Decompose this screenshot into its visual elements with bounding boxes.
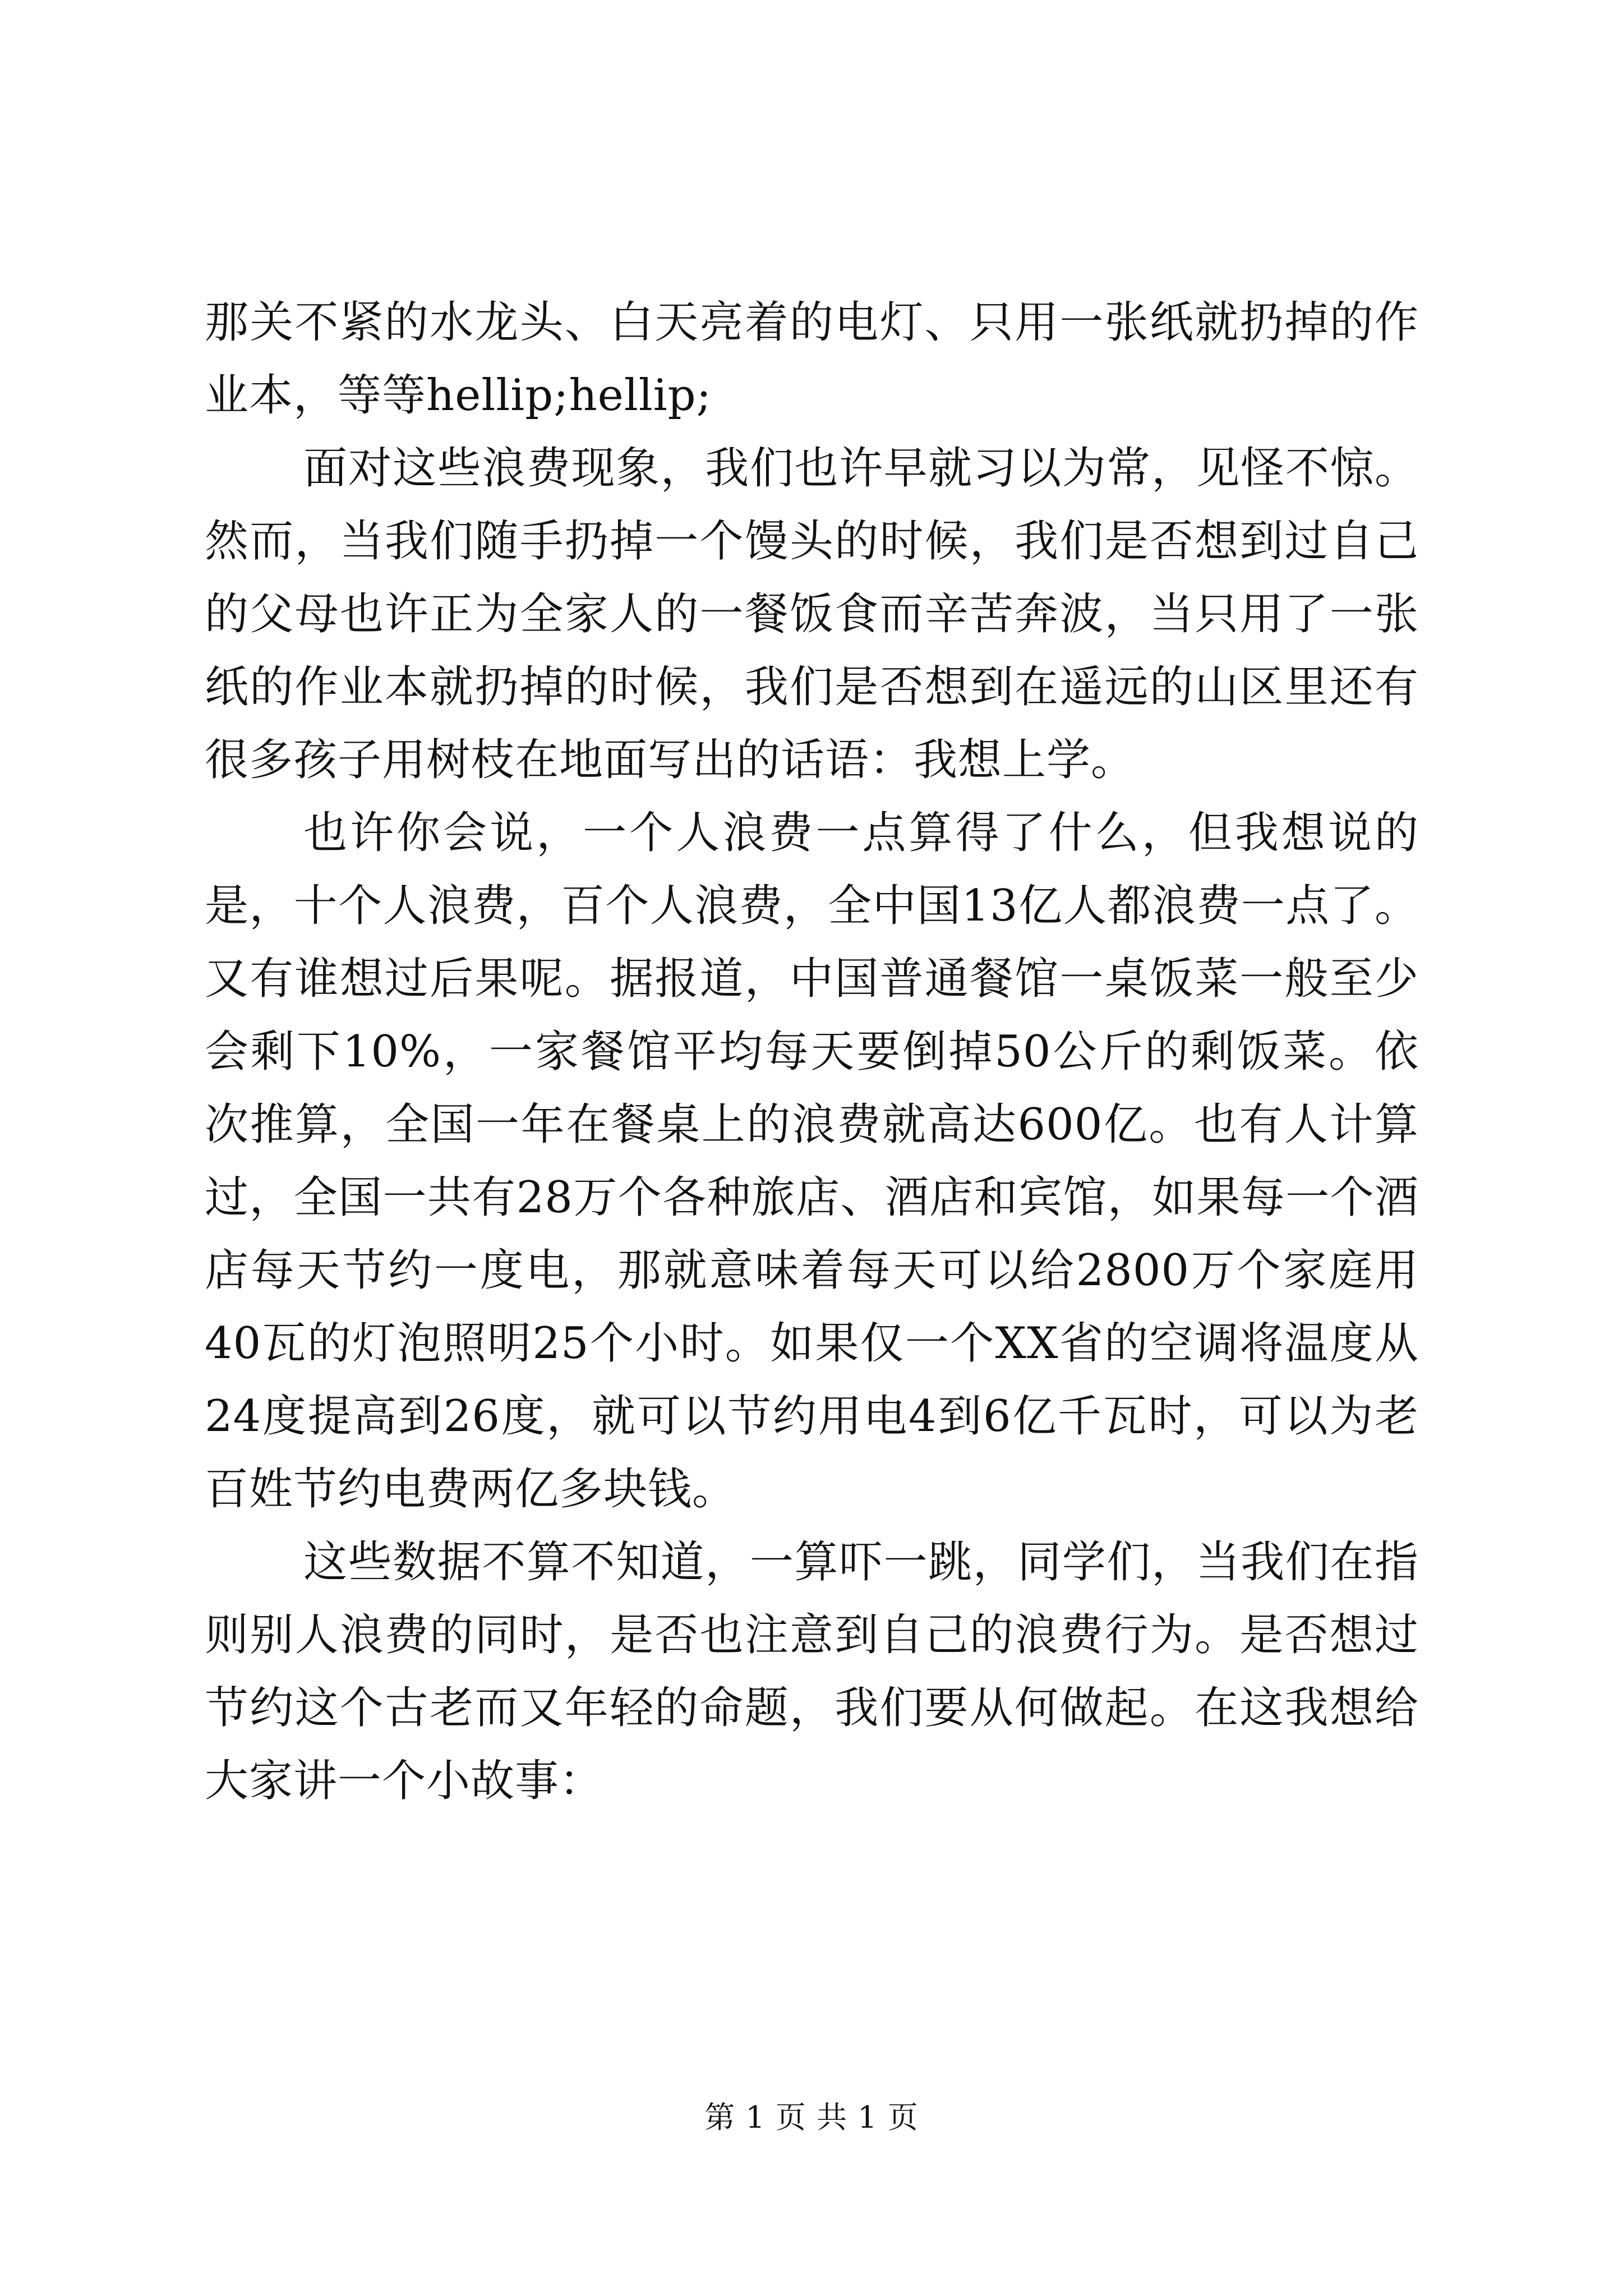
- page-footer: 第 1 页 共 1 页: [704, 2100, 919, 2135]
- paragraph-story-intro: 这些数据不算不知道，一算吓一跳，同学们，当我们在指则别人浪费的同时，是否也注意到自己的浪费行为。是否想过节约这个古老而又年轻的命题，我们要从何做起。在这我想给大家讲一个小故事：: [205, 1537, 1419, 1806]
- document-body: [205, 286, 1419, 1818]
- paragraph-continuation: 那关不紧的水龙头、白天亮着的电灯、只用一张纸就扔掉的作业本，等等hellip;hellip;: [205, 297, 1419, 421]
- paragraph-waste-statistics: 也许你会说，一个人浪费一点算得了什么，但我想说的是，十个人浪费，百个人浪费，全中国13亿人都浪费一点了。又有谁想过后果呢。据报道，中国普通餐馆一桌饭菜一般至少会剩下10%，一家餐馆平均每天要倒掉50公斤的剩饭菜。依次推算，全国一年在餐桌上的浪费就高达600亿。也有人计算过，全国一共有28万个各种旅店、酒店和宾馆，如果每一个酒店每天节约一度电，那就意味着每天可以给2800万个家庭用40瓦的灯泡照明25个小时。如果仅一个XX省的空调将温度从24度提高到26度，就可以节约用电4到6亿千瓦时，可以为老百姓节约电费两亿多块钱。: [205, 808, 1419, 1515]
- paragraph-waste-phenomenon: 面对这些浪费现象，我们也许早就习以为常，见怪不惊。然而，当我们随手扔掉一个馒头的时候，我们是否想到过自己的父母也许正为全家人的一餐饭食而辛苦奔波，当只用了一张纸的作业本就扔掉的时候，我们是否想到在遥远的山区里还有很多孩子用树枝在地面写出的话语：我想上学。: [205, 443, 1419, 785]
